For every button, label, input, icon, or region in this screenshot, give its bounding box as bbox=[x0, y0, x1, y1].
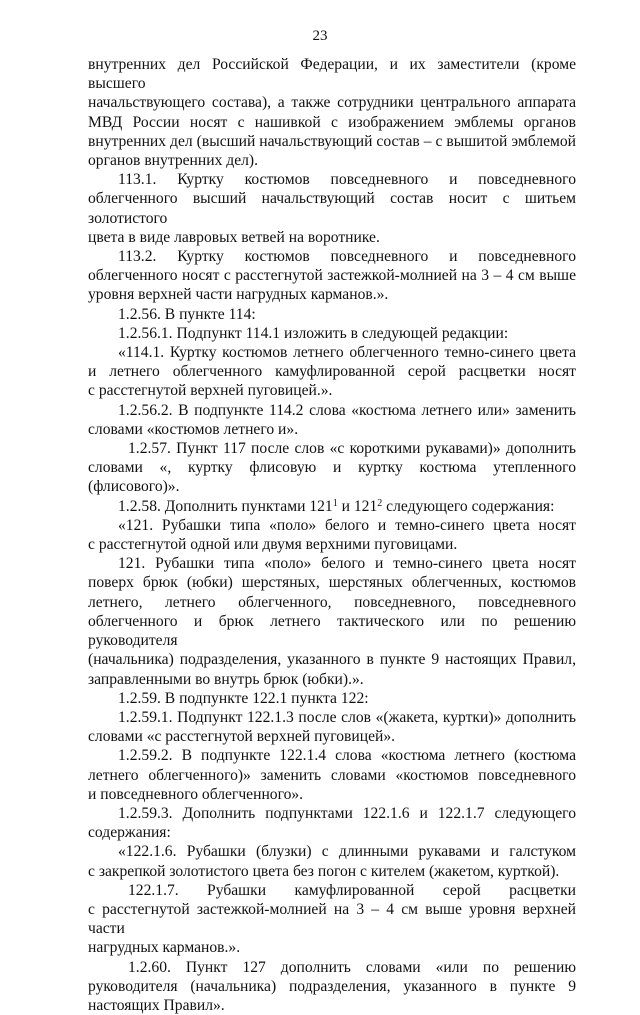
paragraph-line: «122.1.6. Рубашки (блузки) с длинными рукавами и галстуком bbox=[118, 843, 576, 861]
paragraph-line: и летнего облегченного камуфлированной серой расцветки носят bbox=[88, 363, 576, 381]
paragraph-line: 121. Рубашки типа «поло» белого и темно-синего цвета носят bbox=[118, 555, 576, 573]
paragraph-line: уровня верхней части нагрудных карманов.». bbox=[88, 286, 389, 304]
paragraph-line: 1.2.60. Пункт 127 дополнить словами «или по решению bbox=[128, 958, 576, 976]
paragraph-line: с расстегнутой застежкой-молнией на 3 – 4 см выше уровня верхней части bbox=[88, 900, 576, 938]
paragraph-line: с расстегнутой одной или двумя верхними пуговицами. bbox=[88, 536, 458, 554]
paragraph-line: с закрепкой золотистого цвета без погон с кителем (жакетом, курткой). bbox=[88, 862, 560, 880]
paragraph-line: 1.2.59.2. В подпункте 122.1.4 слова «костюма летнего (костюма bbox=[118, 747, 576, 765]
paragraph-line: словами «с расстегнутой верхней пуговицей». bbox=[88, 728, 396, 746]
paragraph-line: 113.1. Куртку костюмов повседневного и повседневного bbox=[118, 171, 576, 189]
paragraph-line: 1.2.56.2. В подпункте 114.2 слова «костюма летнего или» заменить bbox=[118, 401, 576, 419]
superscript-number: 2 bbox=[377, 497, 383, 509]
paragraph-line: органов внутренних дел). bbox=[88, 152, 259, 170]
paragraph-line: летнего облегченного)» заменить словами «костюмов повседневного bbox=[88, 766, 576, 784]
paragraph-line: «121. Рубашки типа «поло» белого и темно-синего цвета носят bbox=[118, 516, 576, 534]
paragraph-line: 1.2.57. Пункт 117 после слов «с короткими рукавами)» дополнить bbox=[128, 440, 576, 458]
document-body bbox=[88, 55, 576, 1015]
paragraph-line: поверх брюк (юбки) шерстяных, шерстяных облегченных, костюмов bbox=[88, 574, 576, 592]
paragraph-line: 113.2. Куртку костюмов повседневного и повседневного bbox=[118, 248, 576, 266]
page-number: 23 bbox=[312, 28, 328, 44]
paragraph-line: и повседневного облегченного». bbox=[88, 785, 304, 803]
paragraph-line: содержания: bbox=[88, 824, 171, 842]
paragraph-line: словами «костюмов летнего и». bbox=[88, 420, 299, 438]
paragraph-line: «114.1. Куртку костюмов летнего облегченного темно-синего цвета bbox=[118, 344, 576, 362]
paragraph-line: цвета в виде лавровых ветвей на воротнике. bbox=[88, 228, 380, 246]
paragraph-line: с расстегнутой верхней пуговицей.». bbox=[88, 382, 333, 400]
paragraph-line: облегченного носят с расстегнутой застежкой-молнией на 3 – 4 см выше bbox=[88, 267, 576, 285]
paragraph-line: внутренних дел Российской Федерации, и их заместители (кроме высшего bbox=[88, 56, 576, 93]
paragraph-line: 1.2.56. В пункте 114: bbox=[118, 305, 256, 323]
paragraph-line: (начальника) подразделения, указанного в пункте 9 настоящих Правил, bbox=[88, 651, 576, 669]
paragraph-line: начальствующего состава), а также сотрудники центрального аппарата bbox=[88, 94, 576, 112]
paragraph-line: 122.1.7. Рубашки камуфлированной серой расцветки bbox=[128, 881, 576, 899]
paragraph-line: 1.2.58. Дополнить пунктами $121^1$ и $121^2$ следующего содержания: bbox=[118, 497, 555, 515]
paragraph-line: облегченного и брюк летнего тактического или по решению руководителя bbox=[88, 612, 576, 650]
paragraph-line: 1.2.59. В подпункте 122.1 пункта 122: bbox=[118, 689, 369, 707]
paragraph-line: облегченного высший начальствующий состав носит с шитьем золотистого bbox=[88, 190, 576, 227]
paragraph-line: руководителя (начальника) подразделения, указанного в пункте 9 bbox=[88, 977, 576, 995]
paragraph-line: словами «, куртку флисовую и куртку костюма утепленного (флисового)». bbox=[88, 459, 576, 496]
superscript-number: 1 bbox=[332, 497, 338, 509]
paragraph-line: нагрудных карманов.». bbox=[88, 939, 241, 957]
paragraph-line: настоящих Правил». bbox=[88, 996, 225, 1014]
paragraph-line: заправленными во внутрь брюк (юбки).». bbox=[88, 670, 364, 688]
paragraph-line: 1.2.59.3. Дополнить подпунктами 122.1.6 и 122.1.7 следующего bbox=[118, 804, 576, 822]
paragraph-line: 1.2.56.1. Подпункт 114.1 изложить в следующей редакции: bbox=[118, 324, 509, 342]
paragraph-line: 1.2.59.1. Подпункт 122.1.3 после слов «(жакета, куртки)» дополнить bbox=[118, 708, 576, 726]
paragraph-line: МВД России носят с нашивкой с изображением эмблемы органов bbox=[88, 113, 576, 131]
paragraph-line: внутренних дел (высший начальствующий состав – с вышитой эмблемой bbox=[88, 132, 576, 150]
paragraph-line: летнего, летнего облегченного, повседневного, повседневного bbox=[88, 593, 576, 611]
